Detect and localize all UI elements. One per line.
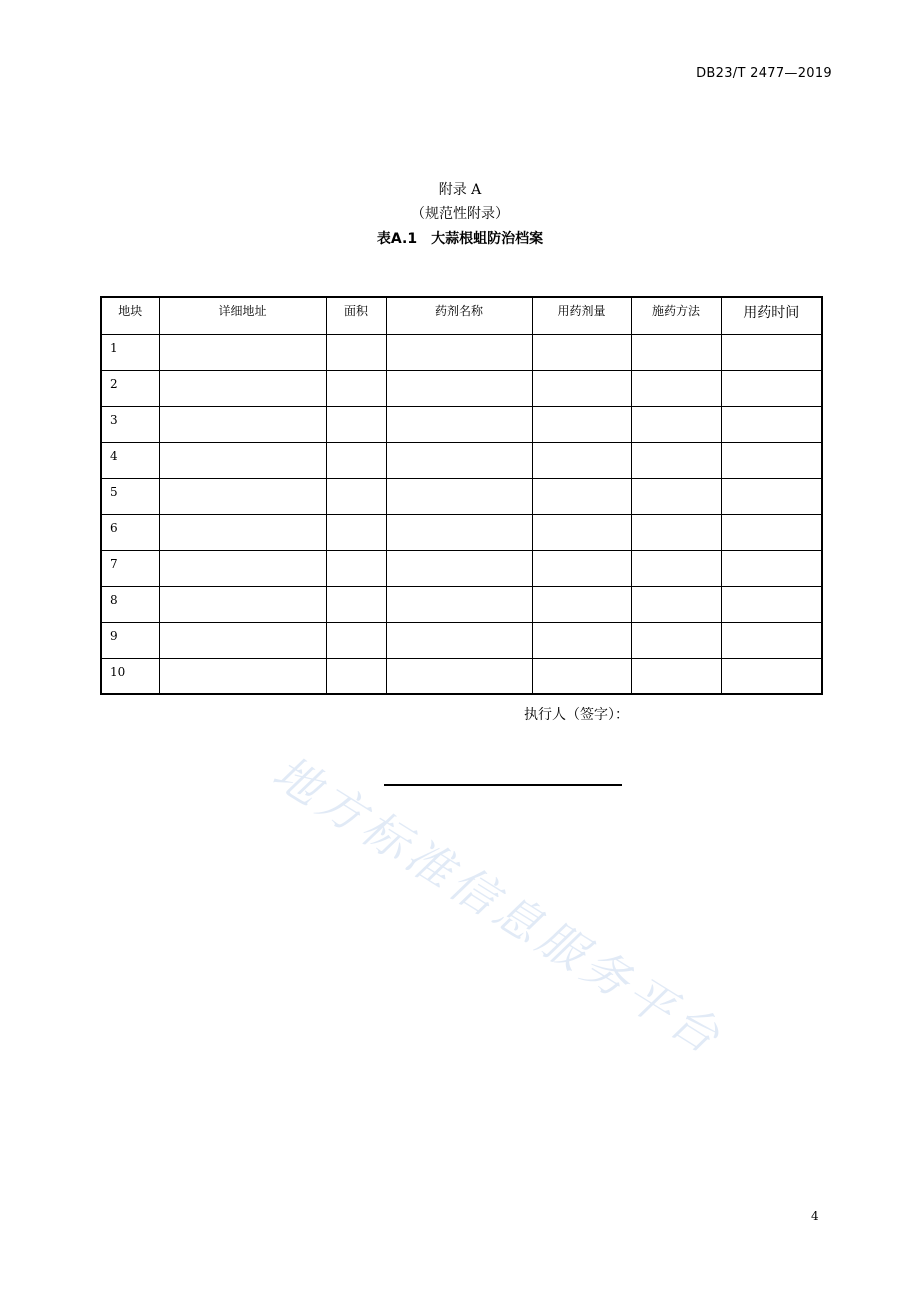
blank-cell[interactable] [159,478,326,514]
row-number-cell: 1 [101,334,159,370]
blank-cell[interactable] [386,658,532,694]
blank-cell[interactable] [326,334,386,370]
table-row [101,550,822,586]
blank-cell[interactable] [326,406,386,442]
table-row [101,370,822,406]
blank-cell[interactable] [532,514,631,550]
blank-cell[interactable] [631,442,721,478]
watermark: 地方标准信息服务平台 [263,744,734,1067]
blank-cell[interactable] [326,442,386,478]
blank-cell[interactable] [386,550,532,586]
row-number-cell: 2 [101,370,159,406]
blank-cell[interactable] [631,514,721,550]
signature-line [384,784,622,786]
blank-cell[interactable] [326,370,386,406]
row-number-cell: 5 [101,478,159,514]
table-title: 表A.1 大蒜根蛆防治档案 [376,231,544,247]
blank-cell[interactable] [386,406,532,442]
blank-cell[interactable] [386,334,532,370]
blank-cell[interactable] [532,586,631,622]
document-code: DB23/T 2477—2019 [696,66,832,81]
blank-cell[interactable] [326,586,386,622]
blank-cell[interactable] [159,586,326,622]
blank-cell[interactable] [326,622,386,658]
blank-cell[interactable] [532,550,631,586]
blank-cell[interactable] [721,442,822,478]
blank-cell[interactable] [159,658,326,694]
row-number-cell: 6 [101,514,159,550]
signer-label: 执行人（签字）： [524,707,629,723]
blank-cell[interactable] [721,478,822,514]
blank-cell[interactable] [631,622,721,658]
blank-cell[interactable] [386,442,532,478]
row-number-cell: 4 [101,442,159,478]
table-row [101,622,822,658]
table-row [101,442,822,478]
header-time: 用药时间 [721,297,822,334]
blank-cell[interactable] [721,406,822,442]
row-number-cell: 3 [101,406,159,442]
header-dosage: 用药剂量 [532,297,631,334]
table-row [101,406,822,442]
blank-cell[interactable] [631,406,721,442]
row-number-cell: 7 [101,550,159,586]
blank-cell[interactable] [532,478,631,514]
blank-cell[interactable] [631,334,721,370]
table-row [101,586,822,622]
blank-cell[interactable] [631,586,721,622]
blank-cell[interactable] [721,550,822,586]
header-pesticide-name: 药剂名称 [386,297,532,334]
header-address: 详细地址 [159,297,326,334]
blank-cell[interactable] [159,334,326,370]
blank-cell[interactable] [532,658,631,694]
blank-cell[interactable] [326,514,386,550]
header-area: 面积 [326,297,386,334]
row-number-cell: 8 [101,586,159,622]
blank-cell[interactable] [386,586,532,622]
blank-cell[interactable] [532,442,631,478]
row-number-cell: 10 [101,658,159,694]
blank-cell[interactable] [721,514,822,550]
table-row [101,478,822,514]
table-row [101,334,822,370]
blank-cell[interactable] [159,514,326,550]
blank-cell[interactable] [721,622,822,658]
header-plot: 地块 [101,297,159,334]
blank-cell[interactable] [386,478,532,514]
table-header-row [101,297,822,334]
blank-cell[interactable] [326,478,386,514]
blank-cell[interactable] [631,478,721,514]
blank-cell[interactable] [159,550,326,586]
blank-cell[interactable] [631,658,721,694]
blank-cell[interactable] [721,658,822,694]
blank-cell[interactable] [159,406,326,442]
blank-cell[interactable] [386,622,532,658]
appendix-subtitle: （规范性附录） [411,206,509,222]
blank-cell[interactable] [159,622,326,658]
control-record-table [100,296,823,695]
blank-cell[interactable] [159,442,326,478]
blank-cell[interactable] [386,514,532,550]
blank-cell[interactable] [159,370,326,406]
blank-cell[interactable] [532,406,631,442]
blank-cell[interactable] [721,370,822,406]
table-row [101,514,822,550]
blank-cell[interactable] [631,370,721,406]
blank-cell[interactable] [631,550,721,586]
appendix-title: 附录 A [438,182,482,198]
row-number-cell: 9 [101,622,159,658]
blank-cell[interactable] [326,658,386,694]
blank-cell[interactable] [721,586,822,622]
blank-cell[interactable] [532,334,631,370]
blank-cell[interactable] [386,370,532,406]
blank-cell[interactable] [532,370,631,406]
table-row [101,658,822,694]
header-method: 施药方法 [631,297,721,334]
blank-cell[interactable] [721,334,822,370]
blank-cell[interactable] [532,622,631,658]
page-number: 4 [811,1209,819,1223]
blank-cell[interactable] [326,550,386,586]
